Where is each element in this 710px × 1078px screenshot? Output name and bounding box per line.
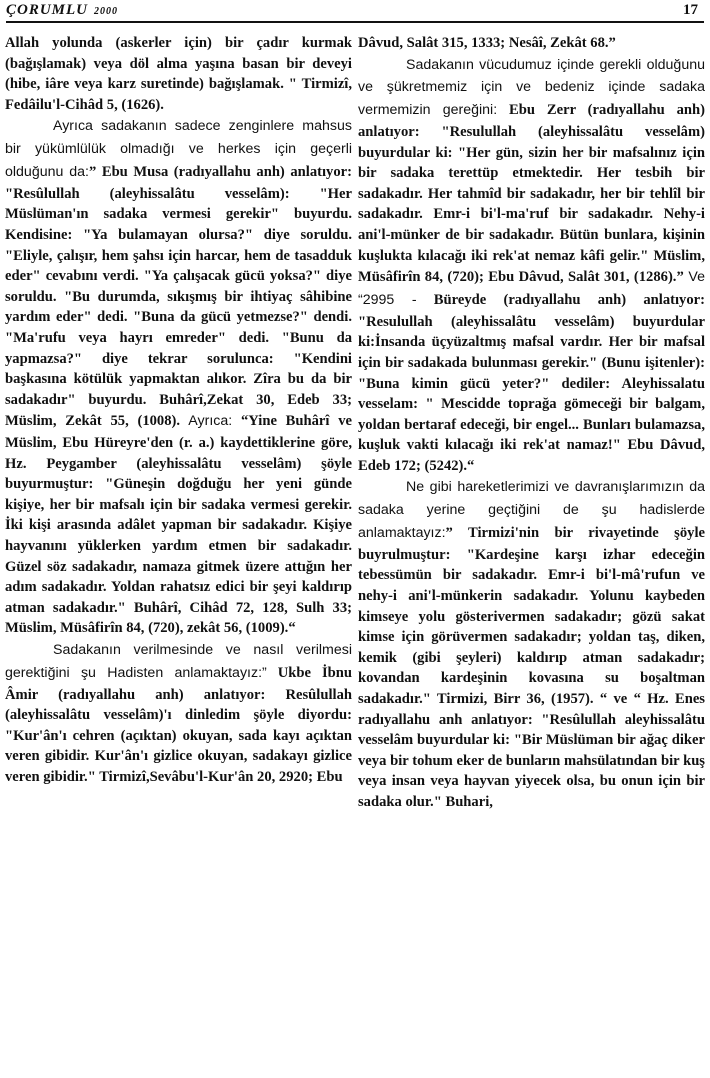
text-run: Ayrıca: [180, 413, 233, 430]
text-run: Sadakanın verilmesinde ve nasıl verilmesi gerektiğini şu Hadisten anlamaktayız:” [5, 642, 352, 681]
text-run: “Yine Buhârî ve Müslim, Ebu Hüreyre'den (r. a.) kaydettiklerine göre, Hz. Peygamber (aleyhissalâtu vesselâm) şöyle buyurmuştur: "Güneşin doğduğu her yeni günde kişiye, her bir mafsalı için bir sadaka vermesi gerekir. İki kişi arasında adâlet yapman bir sadakadır. Kişiye hayvanını yüklerken yardım etmen bir sadakadır. Güzel söz sadakadır, namaza gitmek üzere attığın her adım sadakadır. Yoldan rahatsız edici bir şeyi kaldırıp atman sadakadır." Buhârî, Cihâd 72, 128, Sulh 33; Müslim, Müsâfirîn 84, (720), zekât 56, (1009).“ [5, 413, 352, 637]
text-run: Büreyde (radıyallahu anh) anlatıyor: "Resulullah (aleyhissalâtu vesselâm) buyurdular ki:İnsanda üçyüzaltmış mafsal vardır. Her bir mafsal için bir sadakada bulunması gerekir." (Bunu işitenler): "Buna kimin gücü yeter?" dediler: Aleyhissalatu vesselam: " Mescidde toprağa gömeceği bir balgam, yoldan bertaraf edeceği, bir engel... Bunları bulamazsa, kuşluk vakti kılacağı iki rek'at namaz!" Ebu Dâvud, Edeb 172; (5242).“ [358, 291, 705, 474]
right-column [358, 33, 705, 1073]
text-run: Ebu Zerr (radıyallahu anh) anlatıyor: "Resulullah (aleyhissalâtu vesselâm) buyurdular ki: "Her gün, sizin her bir mafsalınız için bir sadaka terettüp etmektedir. Her tesbih bir sadakadır. Her tahmîd bir sadakadır, her bir tehlîl bir sadakadır. Emr-i bi'l-ma'ruf bir sadakadır. Nehy-i ani'l-münker de bir sadakadır. Bütün bunlara, kişinin kuşlukta kılacağı iki rek'at nemaz kâfi gelir." Müslim, Müsâfirîn 84, (720); Ebu Dâvud, Salât 301, (1286).” [358, 102, 705, 286]
logo-year: 2000 [94, 6, 119, 17]
header-rule [6, 21, 704, 23]
logo-text: ÇORUMLU [6, 2, 89, 18]
paragraph [358, 33, 705, 54]
page-header [6, 2, 704, 26]
paragraph [358, 54, 705, 477]
text-run: ” Ebu Musa (radıyallahu anh) anlatıyor: "Resûlullah (aleyhissalâtu vesselâm): "Her Müslüman'ın sadaka vermesi gerekir" buyurdu. Kendisine: "Ya bulamayan olursa?" diye soruldu. "Eliyle, çalışır, hem şahsı için harcar, hem de tasadduk eder" cevabını verdi. "Ya çalışacak gücü yoksa?" diye soruldu. "Bu durumda, sıkışmış bir ihtiyaç sâhibine yardım eder" dedi. "Buna da gücü yetmezse?" dendi. "Ma'rufu veya hayrı emreder" dedi. "Bunu da yapmazsa?" diye tekrar sorulunca: "Kendini başkasına kötülük yapmaktan alıkor. Zîra bu da bir sadakadır" buyurdu. Buhârî,Zekat 30, Edeb 33; Müslim, Zekât 55, (1008). [5, 163, 352, 430]
text-run: Ayrıca sadakanın sadece zenginlere mahsus bir yükümlülük olmadığı ve herkes için geçerli olduğunu da: [5, 118, 352, 180]
paragraph [358, 476, 705, 812]
page-number: 17 [683, 2, 698, 18]
left-column [5, 33, 352, 1073]
text-run: Sadakanın vücudumuz içinde gerekli olduğunu ve şükretmemiz için ve bedeniz içinde sadaka vermemizin gereğini: [358, 56, 705, 119]
text-run: Dâvud, Salât 315, 1333; Nesâî, Zekât 68.” [358, 35, 616, 51]
text-run: Ve “2995 - [358, 269, 705, 308]
text-run: Ukbe İbnu Âmir (radıyallahu anh) anlatıyor: Resûlullah (aleyhissalâtu vesselâm)'ı dinledim şöyle diyordu: "Kur'ân'ı cehren (açıktan) okuyan, sada kayı açıktan veren gibidir. Kur'ân'ı gizlice okuyan, sadakayı gizlice veren gibidir." Tirmizî,Sevâbu'l-Kur'ân 20, 2920; Ebu [5, 664, 352, 785]
text-run: Ne gibi hareketlerimizi ve davranışlarımızın da sadaka yerine geçtiğini de şu hadislerde anlamaktayız: [358, 479, 705, 542]
magazine-logo [6, 2, 118, 19]
text-run: Allah yolunda (askerler için) bir çadır kurmak (bağışlamak) veya döl alma yaşına basan bir deveyi (hibe, iâre veya karz suretinde) bağışlamak. " Tirmizî, Fedâilu'l-Cihâd 5, (1626). [5, 35, 352, 113]
paragraph [5, 639, 352, 788]
text-run: ” Tirmizi'nin bir rivayetinde şöyle buyrulmuştur: "Kardeşine karşı izhar edeceğin tebessümün bir sadakadır. Emr-i bi'l-mâ'rufun ve nehy-i ani'l-münkerin sadakadır. Yolunu kaybeden kimseye yolu gösterivermen sadakadır; gözü sakat kimse için görüvermen sadakadır; yoldan taş, diken, kemik (gibi şeyleri) kaldırıp atman sadakadır; kovandan kardeşinin kovasına su boşaltman sadakadır." Tirmizi, Birr 36, (1957). “ ve “ Hz. Enes radıyallahu anh anlatıyor: "Resûlullah aleyhissalâtu vesselâm buyurdular ki: "Bir Müslüman bir ağaç diker veya bir tohum eker de bunların mahsülatından bir kuş veya insan veya hayvan yiyecek olsa, bu onun için bir sadaka olur." Buhari, [358, 525, 705, 810]
paragraph [5, 115, 352, 639]
paragraph [5, 33, 352, 115]
